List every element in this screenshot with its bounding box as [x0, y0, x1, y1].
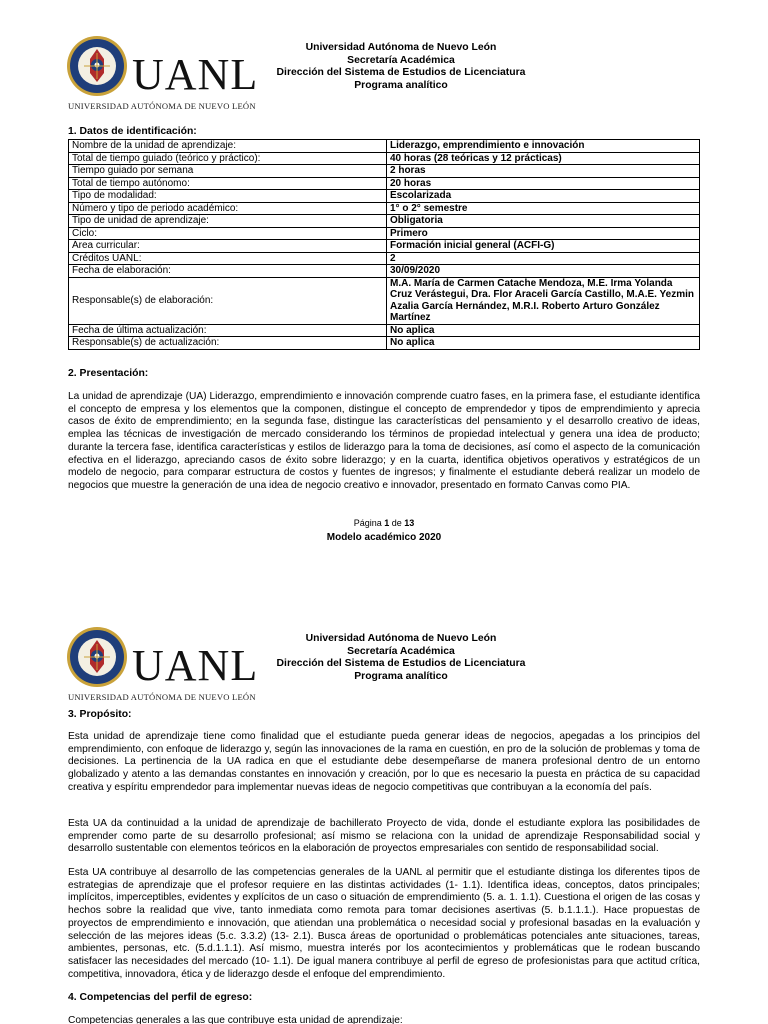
- row-value: 2: [387, 252, 700, 265]
- table-row: [69, 277, 700, 324]
- table-row: [69, 240, 700, 253]
- identification-table: [68, 139, 700, 350]
- academic-model: Modelo académico 2020: [326, 532, 442, 543]
- row-value: Primero: [387, 227, 700, 240]
- program-name: Programa analítico: [354, 670, 448, 682]
- section-2-title: 2. Presentación:: [68, 368, 149, 379]
- direction-name: Dirección del Sistema de Estudios de Licenciatura: [276, 658, 526, 670]
- table-row: [69, 165, 700, 178]
- row-label: Créditos UANL:: [69, 252, 387, 265]
- logo-subtitle: UNIVERSIDAD AUTÓNOMA DE NUEVO LEÓN: [68, 101, 256, 111]
- table-row: [69, 177, 700, 190]
- row-label: Área curricular:: [69, 240, 387, 253]
- document-page-2: [0, 618, 768, 1024]
- row-label: Fecha de elaboración:: [69, 265, 387, 278]
- page-gap: [0, 585, 768, 618]
- row-label: Fecha de última actualización:: [69, 324, 387, 337]
- header-titles: [256, 42, 546, 92]
- row-label: Tiempo guiado por semana: [69, 165, 387, 178]
- row-label: Tipo de modalidad:: [69, 190, 387, 203]
- secretariat-name: Secretaría Académica: [347, 54, 455, 66]
- row-value: Formación inicial general (ACFI-G): [387, 240, 700, 253]
- row-label: Nombre de la unidad de aprendizaje:: [69, 140, 387, 153]
- logo-wordmark: UANL: [132, 50, 259, 99]
- row-value: 1° o 2° semestre: [387, 202, 700, 215]
- row-label: Tipo de unidad de aprendizaje:: [69, 215, 387, 228]
- row-value: 30/09/2020: [387, 265, 700, 278]
- row-value: Liderazgo, emprendimiento e innovación: [387, 140, 700, 153]
- section-4-title: 4. Competencias del perfil de egreso:: [68, 992, 253, 1003]
- university-name: Universidad Autónoma de Nuevo León: [305, 633, 497, 644]
- purpose-paragraph-2: Esta UA da continuidad a la unidad de aprendizaje de bachillerato Proyecto de vida, donde el estudiante explora las posibilidades de emprender como parte de su desarrollo profesional; así mismo se relaciona con la unidad de aprendizaje Responsabilidad social y desarrollo sustentable con elementos teóricos en la elaboración de proyectos empresariales con sentido de responsabilidad social.: [68, 818, 700, 855]
- table-row: [69, 337, 700, 350]
- row-value: No aplica: [387, 337, 700, 350]
- page-total: 13: [404, 518, 415, 528]
- row-label: Total de tiempo autónomo:: [69, 177, 387, 190]
- page-number: [0, 518, 768, 528]
- row-label: Ciclo:: [69, 227, 387, 240]
- program-name: Programa analítico: [354, 79, 448, 91]
- table-row: [69, 324, 700, 337]
- row-value: Obligatoria: [387, 215, 700, 228]
- logo-subtitle: UNIVERSIDAD AUTÓNOMA DE NUEVO LEÓN: [68, 692, 256, 702]
- table-row: [69, 140, 700, 153]
- uanl-seal-icon: [66, 626, 128, 688]
- secretariat-name: Secretaría Académica: [347, 645, 455, 657]
- page-current: 1: [384, 518, 390, 528]
- row-label: Responsable(s) de actualización:: [69, 337, 387, 350]
- university-name: Universidad Autónoma de Nuevo León: [305, 42, 497, 53]
- uanl-seal-icon: [66, 35, 128, 97]
- table-row: [69, 265, 700, 278]
- row-label: Total de tiempo guiado (teórico y práctico):: [69, 152, 387, 165]
- row-value: Escolarizada: [387, 190, 700, 203]
- presentation-paragraph: La unidad de aprendizaje (UA) Liderazgo, emprendimiento e innovación comprende cuatro fases, en la primera fase, el estudiante identifica el concepto de empresa y los elementos que la componen, distingue el concepto de emprendedor y tipos de emprendimiento y aprecia casos de éxito de emprendimiento; en la segunda fase, distingue las características del pensamiento y el desarrollo creativo de ideas, emplea las técnicas de investigación de mercado considerando los términos de propiedad intelectual y genera una idea de producto; durante la tercera fase, identifica características y estilos de liderazgo para la toma de decisiones, así como el aspecto de la comunicación efectiva en el liderazgo, apreciando casos de éxito sobre liderazgo; y en la cuarta, identifica objetivos operativos y estratégicos de un modelo de negocio, para comparar estructura de costos y fuentes de ingresos; y finalmente el estudiante deberá realizar un modelo de negocios que muestre la generación de una idea de negocio creativo e innovador, presentado en formato Canvas como PIA.: [68, 391, 700, 491]
- table-row: [69, 202, 700, 215]
- page-header: [66, 626, 706, 706]
- page-word: Página: [353, 518, 382, 528]
- table-row: [69, 227, 700, 240]
- page-of: de: [391, 518, 402, 528]
- row-value: M.A. María de Carmen Catache Mendoza, M.E. Irma Yolanda Cruz Verástegui, Dra. Flor Araceli García Castillo, M.A.E. Yezmin Azalia García Hernández, M.R.I. Roberto Arturo González Martínez: [387, 277, 700, 324]
- purpose-paragraph-1: Esta unidad de aprendizaje tiene como finalidad que el estudiante pueda generar ideas de negocios, apegadas a los principios del emprendimiento, con enfoque de liderazgo y, según las innovaciones de la rama en cuestión, en pro de la solución de problemas y toma de decisiones. La pertinencia de la UA radica en que el estudiante debe desempeñarse de manera profesional dentro de un entorno globalizado y atento a las demandas constantes en innovación y creación, por lo que es necesario la puesta en práctica de su capacidad creativa y espíritu emprendedor para implementar nuevas ideas de negocio competitivas que contribuyan a la economía del país.: [68, 731, 700, 793]
- header-titles: [256, 633, 546, 683]
- row-value: 2 horas: [387, 165, 700, 178]
- row-value: 20 horas: [387, 177, 700, 190]
- page-header: [66, 35, 706, 115]
- table-row: [69, 215, 700, 228]
- logo-wordmark: UANL: [132, 641, 259, 690]
- row-value: 40 horas (28 teóricas y 12 prácticas): [387, 152, 700, 165]
- table-row: [69, 190, 700, 203]
- row-label: Responsable(s) de elaboración:: [69, 277, 387, 324]
- section-3-title: 3. Propósito:: [68, 709, 132, 720]
- row-value: No aplica: [387, 324, 700, 337]
- competencies-intro: Competencias generales a las que contribuye esta unidad de aprendizaje:: [68, 1015, 403, 1024]
- purpose-paragraph-3: Esta UA contribuye al desarrollo de las competencias generales de la UANL al permitir que el estudiante distinga los diferentes tipos de estrategias de aprendizaje que el profesor requiere en las distintas actividades (1- 1.1). Identifica ideas, conceptos, datos principales; implícitos, imperceptibles, evidentes y explícitos de un caso o situación de emprendimiento (5. a. 1. 1.1). Cuestiona el origen de las cosas y hechos sobre la realidad que vive, tanto inmediata como remota para tomar decisiones asertivas (5. b.1.1.1.). Hace propuestas de proyectos de emprendimiento e innovación, que atiendan una problemática o necesidad social y profesional basadas en la evaluación y selección de las mejores ideas (5.c. 3.3.2) (13- 2.1). Busca áreas de oportunidad o problemáticas potenciales ante situaciones, tareas, ambientes, personas, etc. (5.d.1.1.1). Así mismo, muestra interés por los acontecimientos y problemáticas que le rodean buscando satisfacer las necesidades del mercado (10- 1.1). De igual manera contribuye al perfil de egreso de profesionistas para que actitud crítica, competitiva, innovadora, ética y de liderazgo desde el enfoque del emprendimiento.: [68, 867, 700, 980]
- table-row: [69, 252, 700, 265]
- section-1-title: 1. Datos de identificación:: [68, 126, 197, 137]
- row-label: Número y tipo de periodo académico:: [69, 202, 387, 215]
- direction-name: Dirección del Sistema de Estudios de Licenciatura: [276, 67, 526, 79]
- table-row: [69, 152, 700, 165]
